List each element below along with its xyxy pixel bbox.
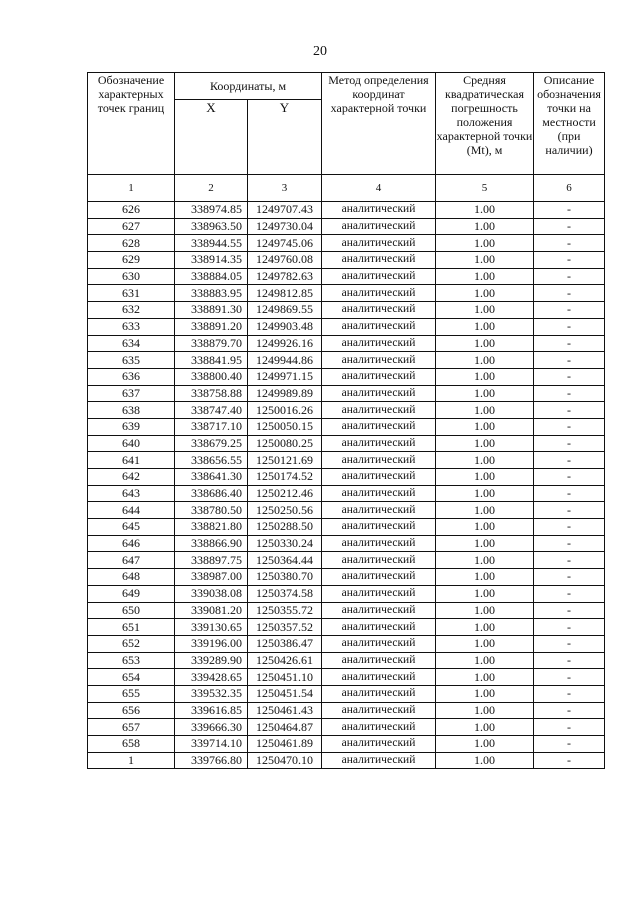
- column-number-row: [88, 175, 605, 202]
- y-coordinate-cell: 1250174.52: [248, 469, 322, 486]
- description-cell: -: [534, 218, 605, 235]
- description-cell: -: [534, 502, 605, 519]
- x-coordinate-cell: 338780.50: [175, 502, 248, 519]
- point-id-cell: 643: [88, 485, 175, 502]
- error-cell: 1.00: [436, 202, 534, 219]
- error-cell: 1.00: [436, 218, 534, 235]
- error-cell: 1.00: [436, 485, 534, 502]
- y-coordinate-cell: 1250355.72: [248, 602, 322, 619]
- description-cell: -: [534, 435, 605, 452]
- table-body: [88, 202, 605, 769]
- x-coordinate-cell: 338897.75: [175, 552, 248, 569]
- x-coordinate-cell: 339081.20: [175, 602, 248, 619]
- y-coordinate-cell: 1250451.10: [248, 669, 322, 686]
- error-cell: 1.00: [436, 535, 534, 552]
- point-id-cell: 636: [88, 368, 175, 385]
- x-coordinate-cell: 339666.30: [175, 719, 248, 736]
- error-cell: 1.00: [436, 652, 534, 669]
- description-cell: -: [534, 235, 605, 252]
- description-cell: -: [534, 485, 605, 502]
- table-row: [88, 569, 605, 586]
- table-row: [88, 602, 605, 619]
- table-row: [88, 435, 605, 452]
- point-id-cell: 1: [88, 752, 175, 769]
- y-coordinate-cell: 1250357.52: [248, 619, 322, 636]
- table-row: [88, 402, 605, 419]
- table-row: [88, 702, 605, 719]
- y-coordinate-cell: 1250386.47: [248, 635, 322, 652]
- column-number: 3: [248, 175, 322, 202]
- x-coordinate-cell: 338821.80: [175, 519, 248, 536]
- table-row: [88, 519, 605, 536]
- y-coordinate-cell: 1250470.10: [248, 752, 322, 769]
- table-row: [88, 418, 605, 435]
- table-row: [88, 585, 605, 602]
- method-cell: аналитический: [322, 485, 436, 502]
- description-cell: -: [534, 302, 605, 319]
- header-point-designation: Обозначение характерных точек границ: [88, 73, 175, 175]
- description-cell: -: [534, 569, 605, 586]
- table-row: [88, 252, 605, 269]
- column-number: 1: [88, 175, 175, 202]
- x-coordinate-cell: 338686.40: [175, 485, 248, 502]
- x-coordinate-cell: 338879.70: [175, 335, 248, 352]
- table-row: [88, 652, 605, 669]
- y-coordinate-cell: 1249730.04: [248, 218, 322, 235]
- method-cell: аналитический: [322, 619, 436, 636]
- point-id-cell: 644: [88, 502, 175, 519]
- error-cell: 1.00: [436, 669, 534, 686]
- table-row: [88, 218, 605, 235]
- description-cell: -: [534, 585, 605, 602]
- error-cell: 1.00: [436, 452, 534, 469]
- y-coordinate-cell: 1250288.50: [248, 519, 322, 536]
- description-cell: -: [534, 685, 605, 702]
- description-cell: -: [534, 402, 605, 419]
- point-id-cell: 651: [88, 619, 175, 636]
- error-cell: 1.00: [436, 418, 534, 435]
- method-cell: аналитический: [322, 318, 436, 335]
- x-coordinate-cell: 338914.35: [175, 252, 248, 269]
- y-coordinate-cell: 1250451.54: [248, 685, 322, 702]
- point-id-cell: 632: [88, 302, 175, 319]
- x-coordinate-cell: 338891.30: [175, 302, 248, 319]
- x-coordinate-cell: 339289.90: [175, 652, 248, 669]
- coordinates-table: [87, 72, 605, 769]
- method-cell: аналитический: [322, 685, 436, 702]
- description-cell: -: [534, 202, 605, 219]
- error-cell: 1.00: [436, 685, 534, 702]
- method-cell: аналитический: [322, 435, 436, 452]
- description-cell: -: [534, 702, 605, 719]
- table-row: [88, 502, 605, 519]
- method-cell: аналитический: [322, 418, 436, 435]
- error-cell: 1.00: [436, 469, 534, 486]
- x-coordinate-cell: 338891.20: [175, 318, 248, 335]
- method-cell: аналитический: [322, 452, 436, 469]
- point-id-cell: 628: [88, 235, 175, 252]
- method-cell: аналитический: [322, 635, 436, 652]
- y-coordinate-cell: 1250461.89: [248, 736, 322, 753]
- table-row: [88, 202, 605, 219]
- description-cell: -: [534, 335, 605, 352]
- table-row: [88, 736, 605, 753]
- table-row: [88, 635, 605, 652]
- x-coordinate-cell: 338679.25: [175, 435, 248, 452]
- description-cell: -: [534, 318, 605, 335]
- table-row: [88, 385, 605, 402]
- method-cell: аналитический: [322, 469, 436, 486]
- error-cell: 1.00: [436, 602, 534, 619]
- y-coordinate-cell: 1250464.87: [248, 719, 322, 736]
- y-coordinate-cell: 1250426.61: [248, 652, 322, 669]
- point-id-cell: 639: [88, 418, 175, 435]
- error-cell: 1.00: [436, 585, 534, 602]
- header-coordinates: Координаты, м: [175, 73, 322, 100]
- x-coordinate-cell: 339714.10: [175, 736, 248, 753]
- description-cell: -: [534, 285, 605, 302]
- description-cell: -: [534, 268, 605, 285]
- description-cell: -: [534, 469, 605, 486]
- x-coordinate-cell: 339532.35: [175, 685, 248, 702]
- method-cell: аналитический: [322, 736, 436, 753]
- point-id-cell: 638: [88, 402, 175, 419]
- point-id-cell: 658: [88, 736, 175, 753]
- description-cell: -: [534, 352, 605, 369]
- x-coordinate-cell: 339616.85: [175, 702, 248, 719]
- error-cell: 1.00: [436, 719, 534, 736]
- description-cell: -: [534, 602, 605, 619]
- method-cell: аналитический: [322, 402, 436, 419]
- y-coordinate-cell: 1250461.43: [248, 702, 322, 719]
- table-row: [88, 752, 605, 769]
- table-row: [88, 302, 605, 319]
- x-coordinate-cell: 338987.00: [175, 569, 248, 586]
- description-cell: -: [534, 752, 605, 769]
- method-cell: аналитический: [322, 502, 436, 519]
- method-cell: аналитический: [322, 602, 436, 619]
- x-coordinate-cell: 338866.90: [175, 535, 248, 552]
- point-id-cell: 648: [88, 569, 175, 586]
- table-row: [88, 368, 605, 385]
- point-id-cell: 645: [88, 519, 175, 536]
- description-cell: -: [534, 669, 605, 686]
- x-coordinate-cell: 338963.50: [175, 218, 248, 235]
- description-cell: -: [534, 418, 605, 435]
- page-number: 20: [313, 44, 327, 59]
- x-coordinate-cell: 339196.00: [175, 635, 248, 652]
- error-cell: 1.00: [436, 702, 534, 719]
- error-cell: 1.00: [436, 502, 534, 519]
- method-cell: аналитический: [322, 202, 436, 219]
- y-coordinate-cell: 1249782.63: [248, 268, 322, 285]
- point-id-cell: 629: [88, 252, 175, 269]
- method-cell: аналитический: [322, 252, 436, 269]
- error-cell: 1.00: [436, 318, 534, 335]
- x-coordinate-cell: 338641.30: [175, 469, 248, 486]
- column-number: 6: [534, 175, 605, 202]
- y-coordinate-cell: 1250016.26: [248, 402, 322, 419]
- table-row: [88, 485, 605, 502]
- point-id-cell: 627: [88, 218, 175, 235]
- y-coordinate-cell: 1250364.44: [248, 552, 322, 569]
- point-id-cell: 641: [88, 452, 175, 469]
- y-coordinate-cell: 1249944.86: [248, 352, 322, 369]
- x-coordinate-cell: 339766.80: [175, 752, 248, 769]
- point-id-cell: 657: [88, 719, 175, 736]
- error-cell: 1.00: [436, 352, 534, 369]
- table-row: [88, 452, 605, 469]
- point-id-cell: 652: [88, 635, 175, 652]
- method-cell: аналитический: [322, 352, 436, 369]
- table-row: [88, 235, 605, 252]
- header-mean-square-error: Средняя квадратическая погрешность положения характерной точки (Mt), м: [436, 73, 534, 175]
- table-row: [88, 719, 605, 736]
- description-cell: -: [534, 368, 605, 385]
- y-coordinate-cell: 1249812.85: [248, 285, 322, 302]
- description-cell: -: [534, 385, 605, 402]
- method-cell: аналитический: [322, 385, 436, 402]
- y-coordinate-cell: 1249903.48: [248, 318, 322, 335]
- y-coordinate-cell: 1250330.24: [248, 535, 322, 552]
- method-cell: аналитический: [322, 669, 436, 686]
- x-coordinate-cell: 339428.65: [175, 669, 248, 686]
- point-id-cell: 635: [88, 352, 175, 369]
- table-row: [88, 535, 605, 552]
- y-coordinate-cell: 1250374.58: [248, 585, 322, 602]
- point-id-cell: 650: [88, 602, 175, 619]
- table-row: [88, 469, 605, 486]
- method-cell: аналитический: [322, 752, 436, 769]
- method-cell: аналитический: [322, 368, 436, 385]
- method-cell: аналитический: [322, 719, 436, 736]
- header-x: X: [175, 100, 248, 175]
- table-row: [88, 268, 605, 285]
- y-coordinate-cell: 1249707.43: [248, 202, 322, 219]
- point-id-cell: 647: [88, 552, 175, 569]
- table-row: [88, 669, 605, 686]
- error-cell: 1.00: [436, 552, 534, 569]
- error-cell: 1.00: [436, 519, 534, 536]
- x-coordinate-cell: 338747.40: [175, 402, 248, 419]
- column-number: 2: [175, 175, 248, 202]
- point-id-cell: 634: [88, 335, 175, 352]
- column-number: 4: [322, 175, 436, 202]
- y-coordinate-cell: 1249971.15: [248, 368, 322, 385]
- x-coordinate-cell: 338717.10: [175, 418, 248, 435]
- point-id-cell: 631: [88, 285, 175, 302]
- point-id-cell: 654: [88, 669, 175, 686]
- x-coordinate-cell: 338944.55: [175, 235, 248, 252]
- description-cell: -: [534, 252, 605, 269]
- error-cell: 1.00: [436, 252, 534, 269]
- description-cell: -: [534, 635, 605, 652]
- point-id-cell: 653: [88, 652, 175, 669]
- table-row: [88, 685, 605, 702]
- method-cell: аналитический: [322, 702, 436, 719]
- point-id-cell: 649: [88, 585, 175, 602]
- y-coordinate-cell: 1250380.70: [248, 569, 322, 586]
- method-cell: аналитический: [322, 335, 436, 352]
- error-cell: 1.00: [436, 285, 534, 302]
- point-id-cell: 626: [88, 202, 175, 219]
- method-cell: аналитический: [322, 535, 436, 552]
- x-coordinate-cell: 339038.08: [175, 585, 248, 602]
- y-coordinate-cell: 1250250.56: [248, 502, 322, 519]
- header-method: Метод определения координат характерной точки: [322, 73, 436, 175]
- y-coordinate-cell: 1250050.15: [248, 418, 322, 435]
- description-cell: -: [534, 535, 605, 552]
- method-cell: аналитический: [322, 268, 436, 285]
- description-cell: -: [534, 652, 605, 669]
- point-id-cell: 633: [88, 318, 175, 335]
- error-cell: 1.00: [436, 368, 534, 385]
- point-id-cell: 655: [88, 685, 175, 702]
- y-coordinate-cell: 1250080.25: [248, 435, 322, 452]
- method-cell: аналитический: [322, 519, 436, 536]
- header-y: Y: [248, 100, 322, 175]
- y-coordinate-cell: 1249869.55: [248, 302, 322, 319]
- error-cell: 1.00: [436, 302, 534, 319]
- x-coordinate-cell: 338656.55: [175, 452, 248, 469]
- method-cell: аналитический: [322, 552, 436, 569]
- x-coordinate-cell: 338883.95: [175, 285, 248, 302]
- point-id-cell: 640: [88, 435, 175, 452]
- table-row: [88, 318, 605, 335]
- table-row: [88, 619, 605, 636]
- table-row: [88, 335, 605, 352]
- x-coordinate-cell: 338974.85: [175, 202, 248, 219]
- method-cell: аналитический: [322, 302, 436, 319]
- table-row: [88, 352, 605, 369]
- y-coordinate-cell: 1249926.16: [248, 335, 322, 352]
- error-cell: 1.00: [436, 619, 534, 636]
- description-cell: -: [534, 619, 605, 636]
- table-row: [88, 552, 605, 569]
- point-id-cell: 630: [88, 268, 175, 285]
- x-coordinate-cell: 338884.05: [175, 268, 248, 285]
- y-coordinate-cell: 1249760.08: [248, 252, 322, 269]
- y-coordinate-cell: 1249745.06: [248, 235, 322, 252]
- error-cell: 1.00: [436, 752, 534, 769]
- method-cell: аналитический: [322, 235, 436, 252]
- point-id-cell: 637: [88, 385, 175, 402]
- point-id-cell: 656: [88, 702, 175, 719]
- description-cell: -: [534, 736, 605, 753]
- error-cell: 1.00: [436, 435, 534, 452]
- y-coordinate-cell: 1250212.46: [248, 485, 322, 502]
- method-cell: аналитический: [322, 285, 436, 302]
- error-cell: 1.00: [436, 635, 534, 652]
- description-cell: -: [534, 552, 605, 569]
- error-cell: 1.00: [436, 402, 534, 419]
- method-cell: аналитический: [322, 218, 436, 235]
- point-id-cell: 646: [88, 535, 175, 552]
- x-coordinate-cell: 338800.40: [175, 368, 248, 385]
- y-coordinate-cell: 1249989.89: [248, 385, 322, 402]
- x-coordinate-cell: 339130.65: [175, 619, 248, 636]
- description-cell: -: [534, 519, 605, 536]
- x-coordinate-cell: 338758.88: [175, 385, 248, 402]
- table-row: [88, 285, 605, 302]
- point-id-cell: 642: [88, 469, 175, 486]
- error-cell: 1.00: [436, 268, 534, 285]
- description-cell: -: [534, 452, 605, 469]
- description-cell: -: [534, 719, 605, 736]
- y-coordinate-cell: 1250121.69: [248, 452, 322, 469]
- method-cell: аналитический: [322, 652, 436, 669]
- error-cell: 1.00: [436, 736, 534, 753]
- x-coordinate-cell: 338841.95: [175, 352, 248, 369]
- method-cell: аналитический: [322, 585, 436, 602]
- error-cell: 1.00: [436, 335, 534, 352]
- column-number: 5: [436, 175, 534, 202]
- method-cell: аналитический: [322, 569, 436, 586]
- table-header: [88, 73, 605, 202]
- error-cell: 1.00: [436, 569, 534, 586]
- header-point-description: Описание обозначения точки на местности (при наличии): [534, 73, 605, 175]
- error-cell: 1.00: [436, 385, 534, 402]
- error-cell: 1.00: [436, 235, 534, 252]
